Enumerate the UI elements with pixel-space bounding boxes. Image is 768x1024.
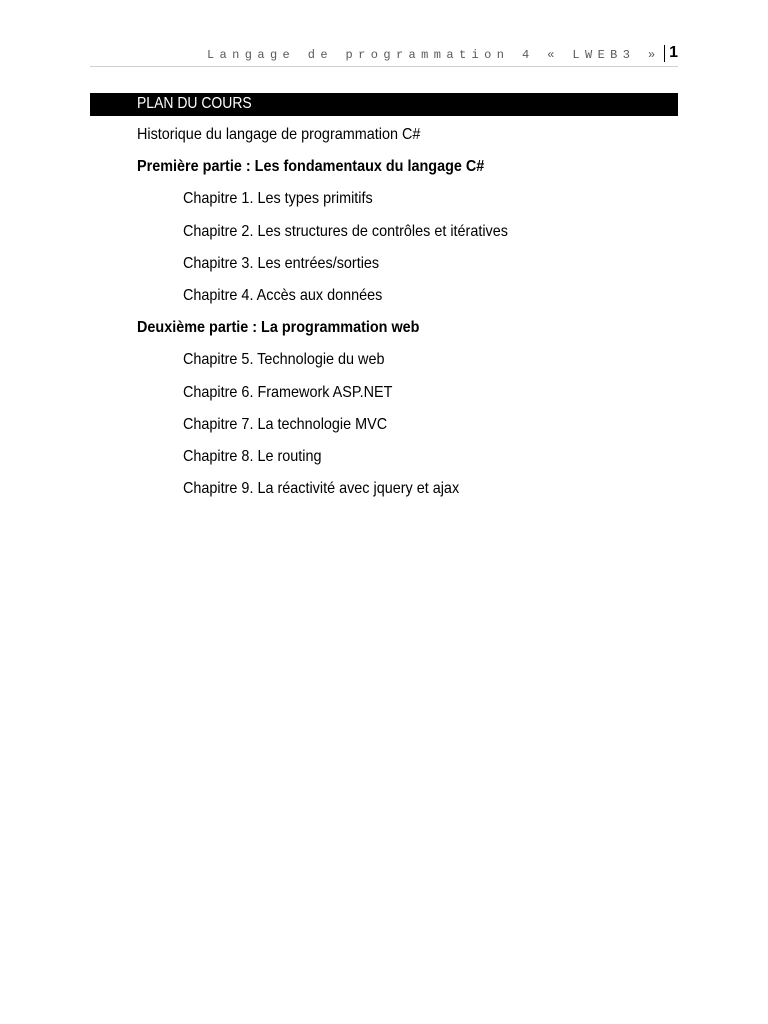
toc-part-1 (137, 157, 677, 189)
toc-chapter-9 (137, 479, 677, 511)
toc-chapter-text: Chapitre 4. Accès aux données (183, 286, 383, 304)
page-number-separator (664, 45, 666, 62)
toc-chapter-text: Chapitre 7. La technologie MVC (183, 415, 388, 433)
toc-part-title: Première partie : Les fondamentaux du langage C# (137, 158, 485, 176)
toc-chapter-7 (137, 415, 677, 447)
toc-chapter-3 (137, 254, 677, 286)
toc-part-2 (137, 318, 677, 350)
toc-chapter-6 (137, 383, 677, 415)
running-title: Langage de programmation 4 « LWEB3 » (206, 47, 661, 62)
toc-part-title: Deuxième partie : La programmation web (137, 319, 420, 337)
toc-chapter-text: Chapitre 9. La réactivité avec jquery et ajax (183, 480, 460, 498)
toc-chapter-text: Chapitre 3. Les entrées/sorties (183, 254, 380, 272)
toc-chapter-2 (137, 222, 677, 254)
section-heading-bar (90, 93, 678, 116)
toc-chapter-1 (137, 189, 677, 221)
table-of-contents (137, 125, 677, 511)
toc-chapter-text: Chapitre 1. Les types primitifs (183, 190, 373, 208)
toc-chapter-4 (137, 286, 677, 318)
section-title: PLAN DU COURS (137, 95, 252, 112)
toc-chapter-text: Chapitre 5. Technologie du web (183, 351, 385, 369)
toc-chapter-8 (137, 447, 677, 479)
toc-entry-text: Historique du langage de programmation C# (137, 126, 421, 143)
toc-chapter-text: Chapitre 6. Framework ASP.NET (183, 383, 393, 401)
toc-chapter-5 (137, 350, 677, 382)
page-header (90, 44, 678, 67)
toc-entry-intro (137, 125, 677, 157)
page-number: 1 (669, 44, 678, 61)
toc-chapter-text: Chapitre 8. Le routing (183, 447, 322, 465)
toc-chapter-text: Chapitre 2. Les structures de contrôles et itératives (183, 222, 508, 240)
header-line (207, 44, 678, 62)
